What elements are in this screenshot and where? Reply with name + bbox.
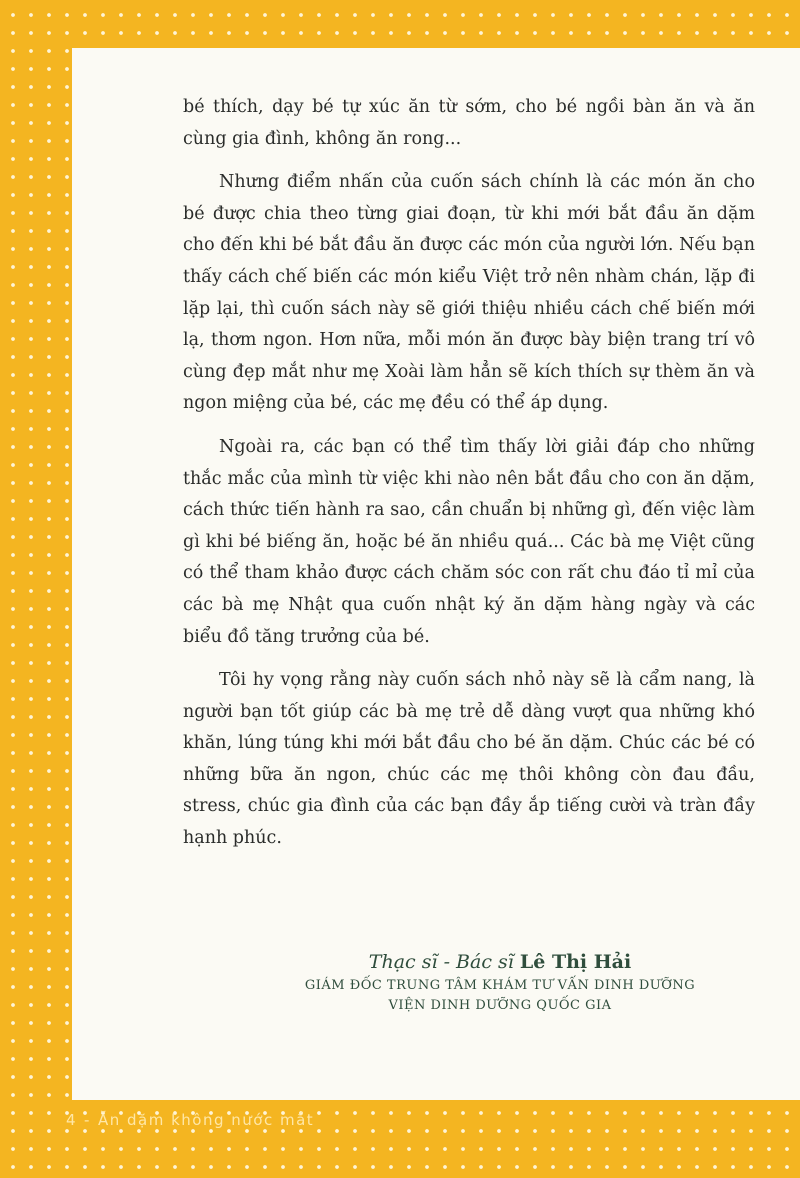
signature-title: Thạc sĩ - Bác sĩ: [368, 951, 514, 973]
signature-role-1: GIÁM ĐỐC TRUNG TÂM KHÁM TƯ VẤN DINH DƯỠNG: [304, 978, 696, 993]
signature-role-2: VIỆN DINH DƯỠNG QUỐC GIA: [388, 998, 612, 1013]
page-footer: [66, 1111, 314, 1129]
page-number: 4: [66, 1111, 78, 1129]
paragraph-2: Nhưng điểm nhấn của cuốn sách chính là các món ăn cho bé được chia theo từng giai đoạn, từ khi mới bắt đầu ăn dặm cho đến khi bé bắt đầu ăn được các món của người lớn. Nếu bạn thấy cách chế biến các món kiểu Việt trở nên nhàm chán, lặp đi lặp lại, thì cuốn sách này sẽ giới thiệu nhiều cách chế biến mới lạ, thơm ngon. Hơn nữa, mỗi món ăn được bày biện trang trí vô cùng đẹp mắt như mẹ Xoài làm hẳn sẽ kích thích sự thèm ăn và ngon miệng của bé, các mẹ đều có thể áp dụng.: [183, 172, 755, 414]
signature-line: [250, 948, 750, 976]
signature-block: [250, 948, 750, 1016]
book-title: Ăn dặm không nước mắt: [97, 1111, 315, 1129]
paragraph-1: bé thích, dạy bé tự xúc ăn từ sớm, cho bé ngồi bàn ăn và ăn cùng gia đình, không ăn rong...: [183, 97, 755, 149]
paragraph-3: Ngoài ra, các bạn có thể tìm thấy lời giải đáp cho những thắc mắc của mình từ việc khi nào nên bắt đầu cho con ăn dặm, cách thức tiến hành ra sao, cần chuẩn bị những gì, đến việc làm gì khi bé biếng ăn, hoặc bé ăn nhiều quá... Các bà mẹ Việt cũng có thể tham khảo được cách chăm sóc con rất chu đáo tỉ mỉ của các bà mẹ Nhật qua cuốn nhật ký ăn dặm hàng ngày và các biểu đồ tăng trưởng của bé.: [183, 436, 755, 647]
paragraph-4: Tôi hy vọng rằng này cuốn sách nhỏ này sẽ là cẩm nang, là người bạn tốt giúp các bà mẹ trẻ dễ dàng vượt qua những khó khăn, lúng túng khi mới bắt đầu cho bé ăn dặm. Chúc các bé có những bữa ăn ngon, chúc các mẹ thôi không còn đau đầu, stress, chúc gia đình của các bạn đầy ắp tiếng cười và tràn đầy hạnh phúc.: [183, 670, 755, 849]
body-text: [183, 92, 755, 855]
signature-name: Lê Thị Hải: [519, 951, 632, 973]
footer-separator: -: [84, 1111, 91, 1129]
